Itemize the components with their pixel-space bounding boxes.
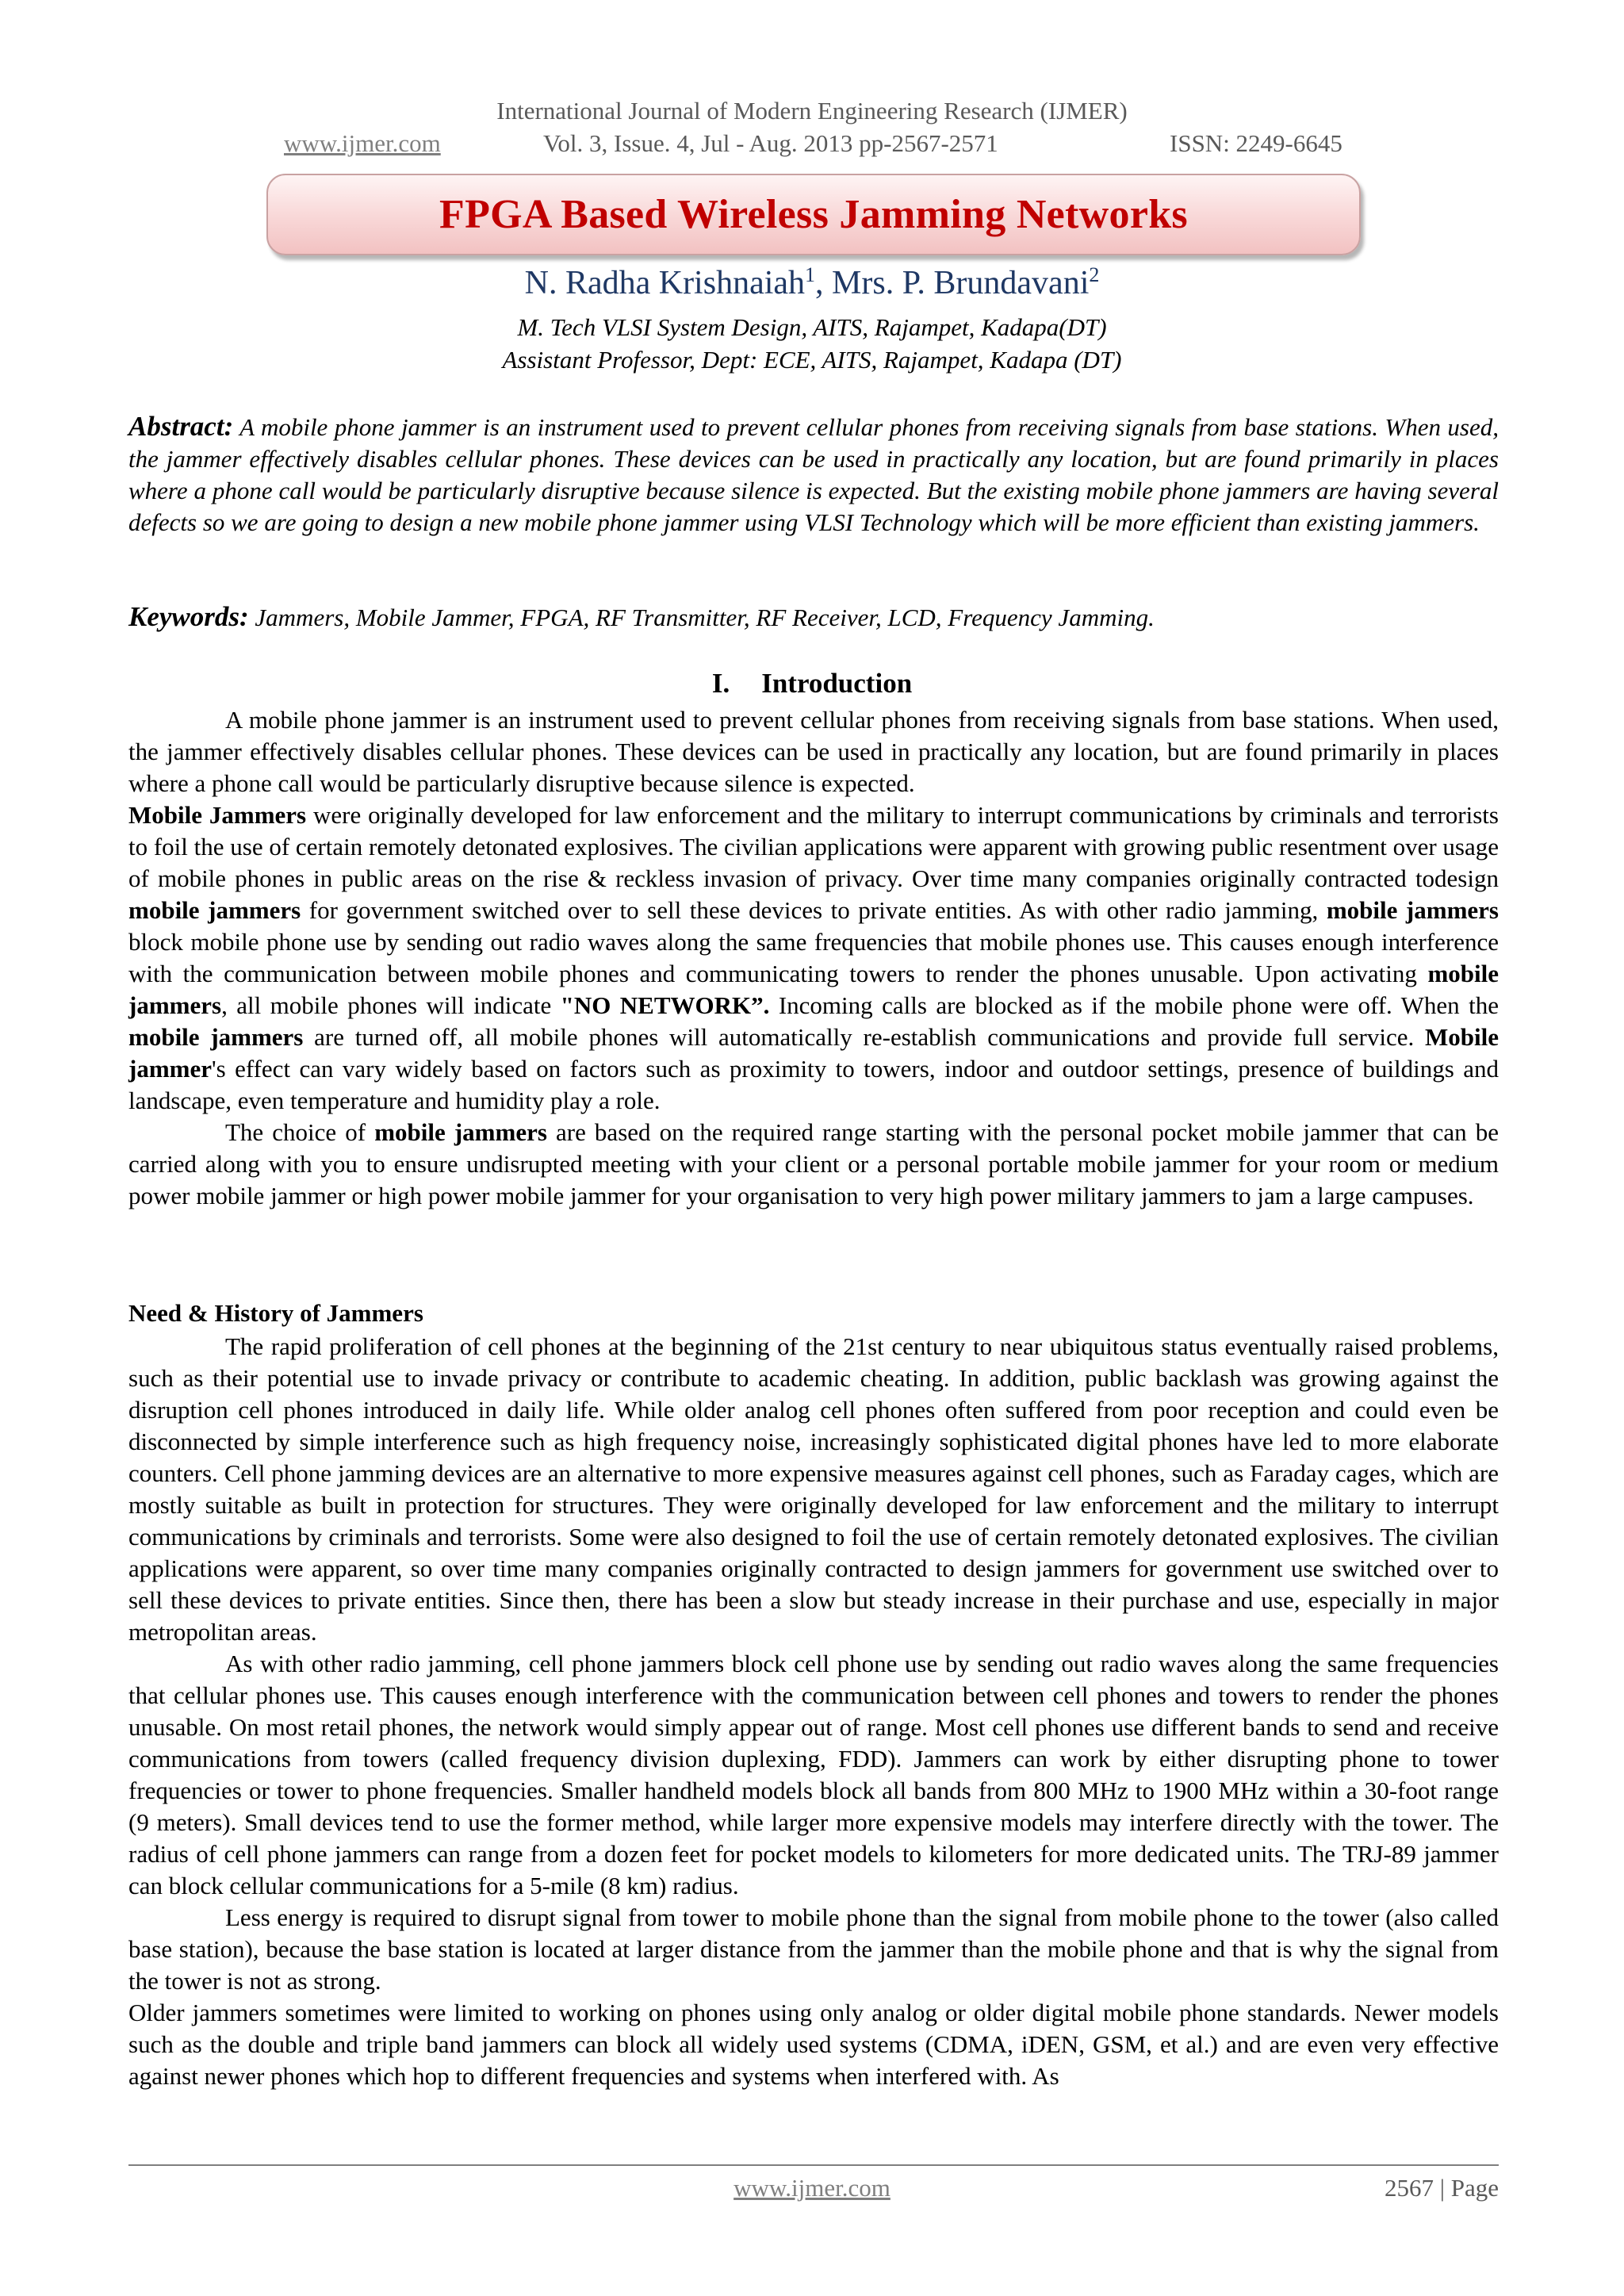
- author-separator: ,: [815, 265, 833, 301]
- emphasis: Mobile jammer: [128, 1023, 1499, 1083]
- abstract-text: A mobile phone jammer is an instrument used to prevent cellular phones from receiving signals from base stations. When used, the jammer effectively disables cellular phones. These devices can be used in practically any location, but are found primarily in places where a phone call would be particularly disruptive because silence is expected. But the existing mobile phone jammers are having several defects so we are going to design a new mobile phone jammer using VLSI Technology which will be more efficient than existing jammers.: [128, 413, 1499, 536]
- title-banner: [266, 174, 1361, 255]
- section-heading-introduction: [0, 668, 1624, 700]
- subsection-heading-need-history: Need & History of Jammers: [128, 1299, 423, 1327]
- abstract: [128, 411, 1499, 539]
- section-number: I.: [711, 668, 730, 699]
- affiliation-2: Assistant Professor, Dept: ECE, AITS, Rajampet, Kadapa (DT): [502, 346, 1122, 374]
- emphasis: mobile jammers: [374, 1118, 547, 1146]
- emphasis: mobile jammers: [1326, 896, 1499, 924]
- need-history-paragraph-2: As with other radio jamming, cell phone jammers block cell phone use by sending out radio waves along the same frequencies that cellular phones use. This causes enough interference with the communication between cell phones and towers to render the phones unusable. On most retail phones, the network would simply appear out of range. Most cell phones use different bands to send and receive communications from towers (called frequency division duplexing, FDD). Jammers can work by either disrupting phone to tower frequencies or tower to phone frequencies. Smaller handheld models block all bands from 800 MHz to 1900 MHz within a 30-foot range (9 meters). Small devices tend to use the former method, while larger more expensive models may interfere directly with the tower. The radius of cell phone jammers can range from a dozen feet for pocket models to kilometers for more dedicated units. The TRJ-89 jammer can block cellular communications for a 5-mile (8 km) radius.: [128, 1650, 1499, 1899]
- intro-paragraph-1: A mobile phone jammer is an instrument used to prevent cellular phones from receiving signals from base stations. When used, the jammer effectively disables cellular phones. These devices can be used in practically any location, but are found primarily in places where a phone call would be particularly disruptive because silence is expected.: [128, 706, 1499, 797]
- author-1: N. Radha Krishnaiah: [524, 265, 806, 301]
- emphasis: mobile jammers: [128, 960, 1499, 1019]
- page-number: 2567 | Page: [1385, 2174, 1499, 2202]
- footer-url-link[interactable]: www.ijmer.com: [733, 2174, 891, 2202]
- paper-title: FPGA Based Wireless Jamming Networks: [439, 192, 1188, 237]
- emphasis: mobile jammers: [128, 1023, 304, 1051]
- author-2-affil-mark: 2: [1089, 263, 1100, 286]
- need-history-body: [128, 1331, 1499, 2092]
- author-line: [0, 263, 1624, 302]
- abstract-label: Abstract:: [128, 411, 234, 442]
- section-title: Introduction: [761, 668, 913, 699]
- journal-name: International Journal of Modern Engineering Research (IJMER): [496, 97, 1128, 125]
- text-run: The choice of: [225, 1118, 375, 1146]
- text-run: are based on the required range starting with the personal pocket mobile jammer that can be carried along with you to ensure undisrupted meeting with your client or a personal portable mobile jammer for your room or medium power mobile jammer or high power mobile jammer for your organisation to very high power military jammers to jam a large campuses.: [128, 1118, 1499, 1209]
- intro-paragraph-3: [128, 1117, 1499, 1212]
- volume-issue-pages: Vol. 3, Issue. 4, Jul - Aug. 2013 pp-2567-2571: [543, 129, 998, 157]
- author-2: Mrs. P. Brundavani: [832, 265, 1090, 301]
- keywords: [128, 601, 1499, 634]
- emphasis: Mobile Jammers: [128, 801, 307, 829]
- emphasis: "NO NETWORK”.: [560, 991, 770, 1019]
- issn: ISSN: 2249-6645: [1170, 129, 1342, 157]
- affiliation-1: M. Tech VLSI System Design, AITS, Rajampet, Kadapa(DT): [517, 313, 1107, 341]
- author-1-affil-mark: 1: [805, 263, 816, 286]
- text-run: were originally developed for law enforcement and the military to interrupt communications by criminals and terrorists to foil the use of certain remotely detonated explosives. The civilian applications were apparent with growing public resentment over usage of mobile phones in public areas on the rise & reckless invasion of privacy. Over time many companies originally contracted todesign: [128, 801, 1499, 892]
- need-history-paragraph-1: The rapid proliferation of cell phones at the beginning of the 21st century to near ubiquitous status eventually raised problems, such as their potential use to invade privacy or contribute to academic cheating. In addition, public backlash was growing against the disruption cell phones introduced in daily life. While older analog cell phones often suffered from poor reception and could even be disconnected by simple interference such as high frequency noise, increasingly sophisticated digital phones have led to more elaborate counters. Cell phone jamming devices are an alternative to more expensive measures against cell phones, such as Faraday cages, which are mostly suitable as built in protection for structures. They were originally developed for law enforcement and the military to interrupt communications by criminals and terrorists. Some were also designed to foil the use of certain remotely detonated explosives. The civilian applications were apparent, so over time many companies originally contracted to design jammers for government use switched over to sell these devices to private entities. Since then, there has been a slow but steady increase in their purchase and use, especially in major metropolitan areas.: [128, 1332, 1499, 1646]
- journal-url-link[interactable]: www.ijmer.com: [284, 129, 441, 157]
- emphasis: mobile jammers: [128, 896, 301, 924]
- text-run: are turned off, all mobile phones will automatically re-establish communications and provide full service.: [303, 1023, 1425, 1051]
- introduction-body: [128, 704, 1499, 1212]
- text-run: block mobile phone use by sending out radio waves along the same frequencies that mobile phones use. This causes enough interference with the communication between mobile phones and communicating towers to render the phones unusable. Upon activating: [128, 928, 1499, 987]
- keywords-label: Keywords:: [128, 601, 249, 632]
- need-history-paragraph-3: Less energy is required to disrupt signal from tower to mobile phone than the signal from mobile phone to the tower (also called base station), because the base station is located at larger distance from the jammer than the mobile phone and that is why the signal from the tower is not as strong.: [128, 1903, 1499, 1995]
- intro-paragraph-2: [128, 799, 1499, 1117]
- keywords-text: Jammers, Mobile Jammer, FPGA, RF Transmitter, RF Receiver, LCD, Frequency Jamming.: [255, 604, 1155, 631]
- text-run: , all mobile phones will indicate: [221, 991, 561, 1019]
- text-run: 's effect can vary widely based on factors such as proximity to towers, indoor and outdoor settings, presence of buildings and landscape, even temperature and humidity play a role.: [128, 1055, 1499, 1114]
- text-run: Incoming calls are blocked as if the mobile phone were off. When the: [769, 991, 1499, 1019]
- need-history-paragraph-4: Older jammers sometimes were limited to working on phones using only analog or older digital mobile phone standards. Newer models such as the double and triple band jammers can block all widely used systems (CDMA, iDEN, GSM, et al.) and are even very effective against newer phones which hop to different frequencies and systems when interfered with. As: [128, 1999, 1499, 2090]
- footer-divider: [128, 2164, 1499, 2166]
- text-run: for government switched over to sell these devices to private entities. As with other radio jamming,: [301, 896, 1327, 924]
